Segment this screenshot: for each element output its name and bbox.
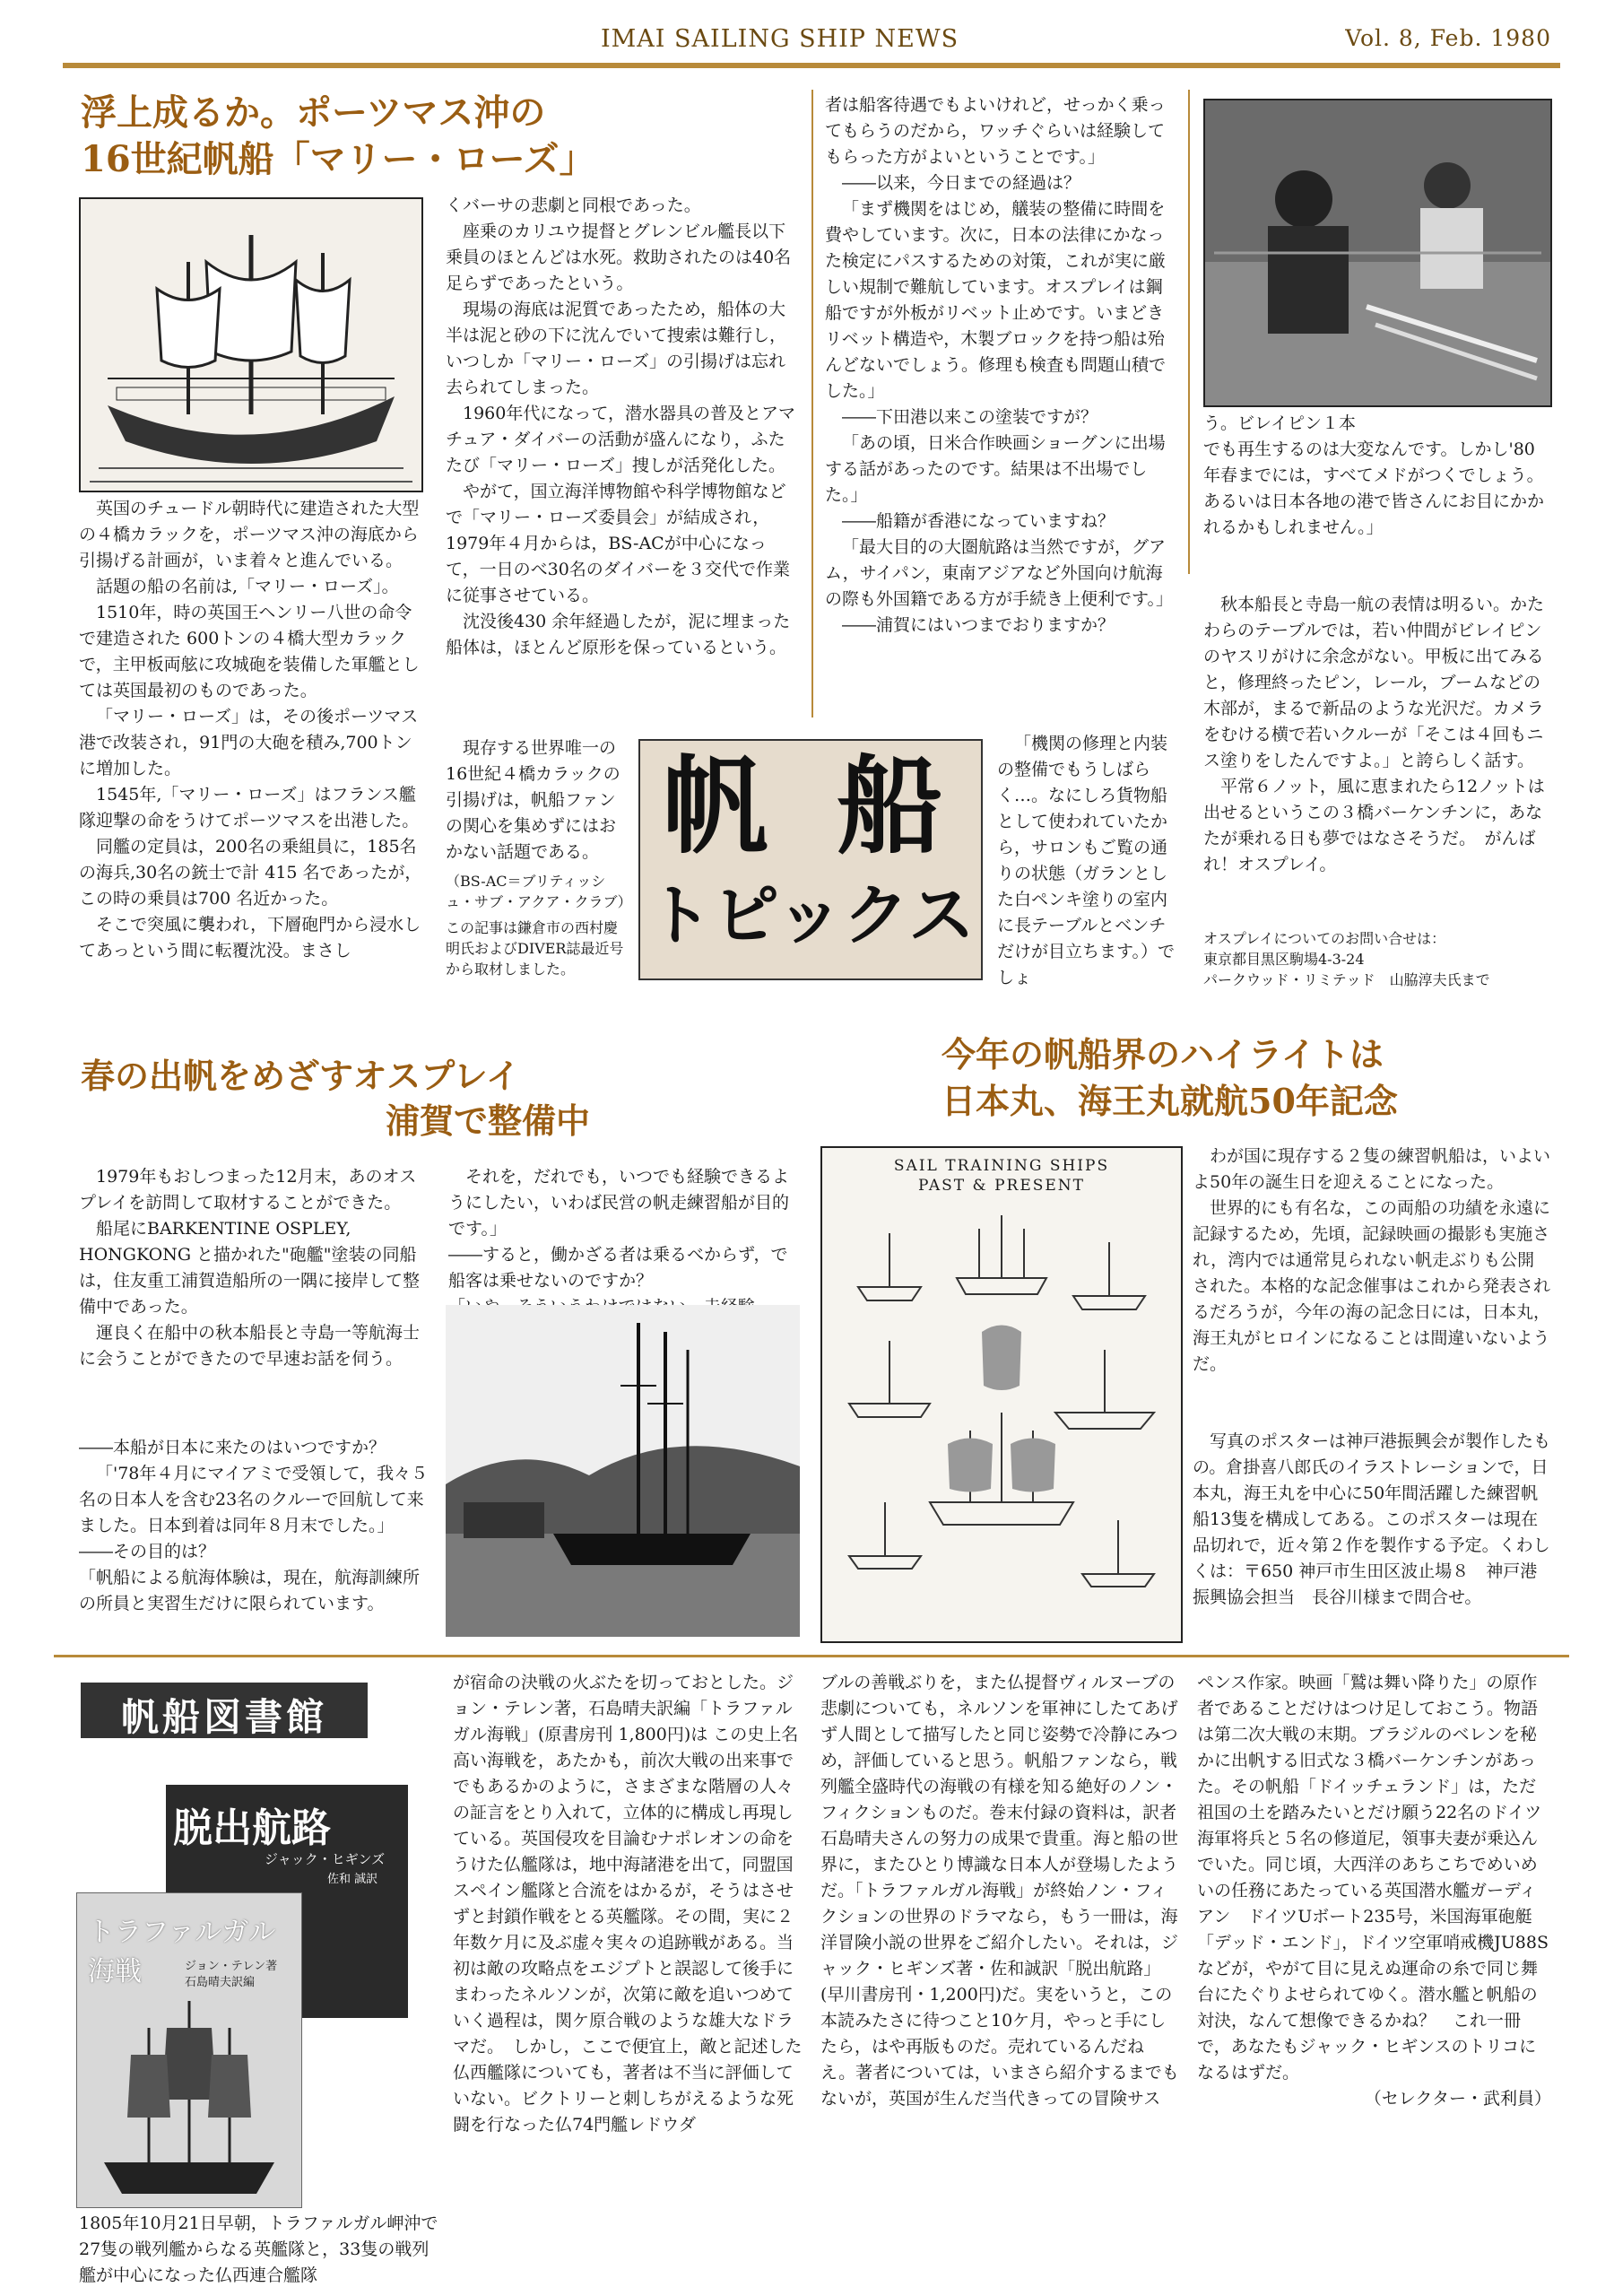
paragraph: でも再生するのは大変なんです。しかし'80年春までには，すべてメドがつくでしょう。あるいは日本各地の港で皆さんにお目にかかれるかもしれません。」 [1203,439,1545,537]
paragraph: 現存する世界唯一の16世紀４橋カラックの引揚げは，帆船ファンの関心を集めずにはおかない話題である。 [446,738,620,862]
paragraph: それを，だれでも，いつでも経験できるようにしたい，いわば民営の帆走練習船が目的です。」 [448,1167,790,1239]
paragraph: ペンス作家。映画「鷲は舞い降りた」の原作者であることだけはつけ足しておこう。物語は第二次大戦の末期。ブラジルのベレンを秘かに出帆する旧式な３橋バーケンチンがあった。その帆船「ドイッチェランド」は，ただ祖国の土を踏みたいとだけ願う22名のドイツ海軍将兵と５名の修道尼，領事夫妻が乗込んでいた。同じ頃，大西洋のあちこちでめいめいの任務にあたっている英国潜水艦ガーディアン ドイツUボート235号，米国海軍砲艇「デッド・エンド」，ドイツ空軍哨戒機JU88Sなどが，やがて目に見えぬ運命の糸で同じ舞台にたぐりよせられてゆく。潜水艦と帆船の対決，なんて想像できるかね？ これ一冊で，あなたもジャック・ヒギンスのトリコになるはずだ。 [1197,1673,1549,2083]
paragraph: 「あの頃，日米合作映画ショーグンに出場する話があったのです。結果は不出場でした。」 [825,433,1166,505]
publication-title: IMAI SAILING SHIP NEWS [601,25,959,53]
book-title: トラファルガル海戦 [88,1917,276,1987]
paragraph: 秋本船長と寺島一航の表情は明るい。かたわらのテーブルでは，若い仲間がビレイピンのヤスリがけに余念がない。甲板に出てみると，修理終ったピン，レール，ブームなどの木部が，まるで新品のような光沢だ。カメラをむける横で若いクルーが「そこは４回もニス塗りをしたんですよ。」と誇らしく話す。 [1203,595,1545,770]
interview-col4a [1203,411,1549,541]
paragraph: 世界的にも有名な，この両船の功績を永遠に記録するため，先頃，記録映画の撮影も実施され，湾内では通常見られない帆走ぶりも公開された。本格的な記念催事はこれから発表されるだろうが，今年の海の記念日には，日本丸，海王丸がヒロインになることは間違いないようだ。 [1193,1198,1551,1374]
paragraph: 1510年，時の英国王ヘンリー八世の命令で建造された 600トンの４橋大型カラックで，主甲板両舷に攻城砲を装備した軍艦としては英国最初のものであった。 [79,603,420,700]
paragraph: 英国のチュードル朝時代に建造された大型の４橋カラックを，ポーツマス沖の海底から引揚げる計画が，いま着々と進んでいる。 [79,499,420,570]
paragraph: 1805年10月21日早朝，トラファルガル岬沖で27隻の戦列艦からなる英艦隊と，33隻の戦列艦が中心になった仏西連合艦隊 [79,2213,438,2285]
book-author: ジャック・ヒギンズ [265,1851,386,1867]
interview-col3b [997,731,1181,991]
paragraph: 同艦の定員は，200名の乗組員に，185名の海兵,30名の銃士で計 415 名であったが，この時の乗員は700 名近かった。 [79,837,422,909]
paragraph: 「帆船による航海体験は，現在，航海訓練所の所員と実習生だけに限られています。 [79,1568,421,1613]
book-title: 脱出航路 [173,1805,331,1851]
ship-harbor-icon [446,1305,800,1637]
paragraph: ――以来，今日までの経過は？ [842,173,1081,193]
article3-body2 [1193,1429,1551,1611]
workshop-photo [1203,99,1552,407]
article2-headline [81,1054,590,1144]
paragraph: 「'78年４月にマイアミで受領して，我々５名の日本人を含む23名のクルーで回航して来ました。日本到着は同年８月末でした。」 [79,1464,429,1535]
headline-line: 今年の帆船界のハイライトは [941,1034,1384,1074]
paragraph: 「まず機関をはじめ，艤装の整備に時間を費やしています。次に，日本の法律にかなった検定にパスするための対策，これが実に厳しい規制で難航しています。オスプレイは鋼船ですが外板がリベット止めです。いまどきリベット構造や，木製ブロックを持つ船は殆んどないでしょう。修理も検査も問題山積でした。」 [825,199,1167,401]
article3-body [1193,1144,1551,1378]
paragraph: が宿命の決戦の火ぶたを切っておとした。ジョン・テレン著，石島晴夫訳編「トラファルガル海戦」(原書房刊 1,800円)は この史上名高い海戦を，あたかも，前次大戦の出来事ででもあるかのように，さまざまな階層の人々の証言をとり入れて，立体的に構成し再現している。英国侵攻を目論むナポレオンの命をうけた仏艦隊は，地中海諸港を出て，同盟国スペイン艦隊と合流をはかるが，そうはさせずと封鎖作戦をとる英艦隊。その間，実に２年数ケ月に及ぶ虚々実々の追跡戦がある。当初は敵の攻略点をエジプトと誤認して後手にまわったネルソンが，次第に敵を追いつめていく過程は，関ケ原合戦のような雄大なドラマだ。 しかし，ここで便宜上，敵と記述した仏西艦隊についても，著者は不当に評価していない。ビクトリーと刺しちがえるような死闘を行なった仏74門艦レドウダ [453,1673,803,2135]
paragraph: ――浦賀にはいつまでおりますか？ [842,615,1115,635]
paragraph: 沈没後430 余年経過したが，泥に埋まった船体は，ほとんど原形を保っているという。 [446,612,791,657]
warship-icon [77,1992,301,2207]
paragraph: ――本船が日本に来たのはいつですか？ [79,1438,386,1457]
article1-col2 [446,193,800,661]
library-title: 帆船図書館 [120,1695,327,1739]
contact-line: パークウッド・リミテッド 山脇淳夫氏まで [1203,971,1490,988]
book-author: ジョン・テレン著 [185,1960,278,1973]
library-col2 [453,1670,807,2138]
topics-subtitle: トピックス [646,877,976,954]
paragraph: ――その目的は？ [79,1542,216,1561]
paragraph: 話題の船の名前は,「マリー・ローズ」。 [96,577,399,596]
topics-title: 帆 船 [662,744,959,868]
paragraph: 座乗のカリユウ提督とグレンビル艦長以下乗員のほとんどは水死。救助されたのは40名足らずであったという。 [446,222,792,293]
contact-info [1203,928,1549,990]
sail-training-poster [820,1146,1183,1643]
headline-line: 浮上成るか。ポーツマス沖の [81,91,546,134]
carrack-ship-icon [81,199,421,491]
paragraph: う。ビレイピン１本 [1203,413,1357,433]
contact-line: オスプレイについてのお問い合せは： [1203,930,1446,947]
masthead-rule [63,63,1560,68]
headline-line: 春の出帆をめざすオスプレイ [81,1056,520,1096]
paragraph: 「機関の修理と内装の整備でもうしばらく…。なにしろ貨物船として使われていたから，サロンもご覧の通りの状態（ガランとした白ペンキ塗りの室内に長テーブルとベンチだけが目立ちます。）でしょ [997,734,1175,987]
paragraph: くバーサの悲劇と同根であった。 [446,196,701,215]
poster-title: SAIL TRAINING SHIPS [893,1157,1110,1175]
mary-rose-illustration [79,197,423,492]
column-divider [811,90,813,718]
paragraph: 運良く在船中の秋本船長と寺島一等航海士に会うことができたので早速お話を伺う。 [79,1323,421,1369]
section-rule [54,1655,1569,1657]
topics-box [638,739,983,980]
paragraph: 者は船客待遇でもよいけれど，せっかく乗ってもらうのだから，ワッチぐらいは経験してもらった方がよいということです。」 [825,95,1166,167]
paragraph: ブルの善戦ぶりを，また仏提督ヴィルヌーブの悲劇についても，ネルソンを軍神にしたてあげず人間として描写したと同じ姿勢で冷静にみつめ，評価していると思う。帆船ファンなら，戦列艦全盛時代の海戦の有様を知る絶好のノン・フィクションものだ。巻末付録の資料は，訳者石島晴夫さんの努力の成果で貴重。海と船の世界に，またひとり博識な日本人が登場したようだ。「トラファルガル海戦」が終始ノン・フィクションの世界のドラマなら，もう一冊は，海洋冒険小説の世界をご紹介したい。それは，ジャック・ヒギンズ著・佐和誠訳「脱出航路」(早川書房刊・1,200円)だ。実をいうと，この本読みたさに待つこと10ケ月，やっと手にしたら，はや再版ものだ。売れているんだねえ。著者については，いまさら紹介するまでもないが，英国が生んだ当代きっての冒険サス [820,1673,1179,2109]
paragraph: そこで突風に襲われ，下層砲門から浸水してあっという間に転覆沈没。まさし [79,915,421,961]
paragraph: やがて，国立海洋博物館や科学博物館などで「マリー・ローズ委員会」が結成され，1979年４月からは，BS-ACが中心になって，一日のべ30名のダイバーを３交代で作業に従事させている。 [446,482,791,605]
library-col4 [1197,1670,1551,2112]
paragraph: 平常６ノット，風に恵まれたら12ノットは出せるというこの３橋バーケンチンに，あなたが乗れる日も夢ではなさそうだ。 がんばれ！オスプレイ。 [1203,777,1545,874]
crew-working-icon [1205,100,1550,405]
paragraph: 「マリー・ローズ」は，その後ポーツマス港で改装され，91門の大砲を積み,700トンに増加した。 [79,707,419,778]
paragraph: 写真のポスターは神戸港振興会が製作したもの。倉掛喜八郎氏のイラストレーションで，日本丸，海王丸を中心に50年間活躍した練習帆船13隻を構成してある。このポスターは現在品切れで，近々第２作を製作する予定。くわしくは：〒650 神戸市生田区波止場８ 神戸港振興協会担当 長谷川様まで問合せ。 [1193,1431,1551,1607]
article2-col1 [79,1164,433,1372]
column-divider [1188,90,1190,574]
book-translator: 佐和 誠訳 [327,1873,378,1886]
barkentine-photo [446,1305,800,1637]
article1-col2-tail [446,735,632,979]
ships-montage-icon [822,1197,1181,1643]
masthead [36,16,1578,68]
book-cover-trafalgar [76,1892,302,2208]
interview-col4b [1203,592,1549,878]
headline-line: 日本丸、海王丸就航50年記念 [941,1081,1398,1121]
headline-line: 16世紀帆船「マリー・ローズ」 [81,138,595,180]
contact-line: 東京都目黒区駒場4-3-24 [1203,951,1365,968]
paragraph: わが国に現存する２隻の練習帆船は，いよいよ50年の誕生日を迎えることになった。 [1193,1146,1551,1192]
library-caption [79,2211,442,2289]
article2-col2 [448,1164,803,1320]
signature: （セレクター・武利員） [1364,2089,1551,2109]
article1-col1 [79,496,424,964]
paragraph: 1545年,「マリー・ローズ」はフランス艦隊迎撃の命をうけてポーツマスを出港した。 [79,785,420,831]
note: （BS-AC＝ブリティッシュ・サブ・アクア・クラブ） [446,873,632,910]
interview-col3 [825,92,1179,639]
library-header [81,1683,368,1738]
book-translator: 石島晴夫訳編 [185,1976,256,1989]
paragraph: 1979年もおしつまった12月末，あのオスプレイを訪問して取材することができた。 [79,1167,417,1213]
paragraph: ――下田港以来この塗装ですが？ [842,407,1098,427]
poster-title: PAST & PRESENT [918,1177,1085,1195]
paragraph: ――すると，働かざる者は乗るべからず，で船客は乗せないのですか？ [448,1245,788,1291]
paragraph: 現場の海底は泥質であったため，船体の大半は泥と砂の下に沈んでいて捜索は難行し，いつしか「マリー・ローズ」の引揚げは忘れ去られてしまった。 [446,300,787,397]
paragraph: 「最大目的の大圏航路は当然ですが，グアム，サイパン，東南アジアなど外国向け航海の際も外国籍である方が手続き上便利です。」 [825,537,1173,609]
paragraph: ――船籍が香港になっていますね？ [842,511,1115,531]
article1-headline [81,90,595,183]
article2-col1b [79,1435,433,1617]
note: この記事は鎌倉市の西村慶明氏およびDIVER誌最近号から取材しました。 [446,919,624,978]
library-col3 [820,1670,1179,2112]
issue-info: Vol. 8, Feb. 1980 [1345,25,1551,51]
headline-line: 浦賀で整備中 [386,1100,591,1141]
paragraph: 1960年代になって，潜水器具の普及とアマチュア・ダイバーの活動が盛んになり，ふたたび「マリー・ローズ」捜しが活発化した。 [446,404,795,475]
article3-headline [941,1031,1398,1125]
paragraph: 船尾にBARKENTINE OSPLEY, HONGKONG と描かれた"砲艦"塗装の同船は，住友重工浦賀造船所の一隅に接岸して整備中であった。 [79,1219,421,1317]
